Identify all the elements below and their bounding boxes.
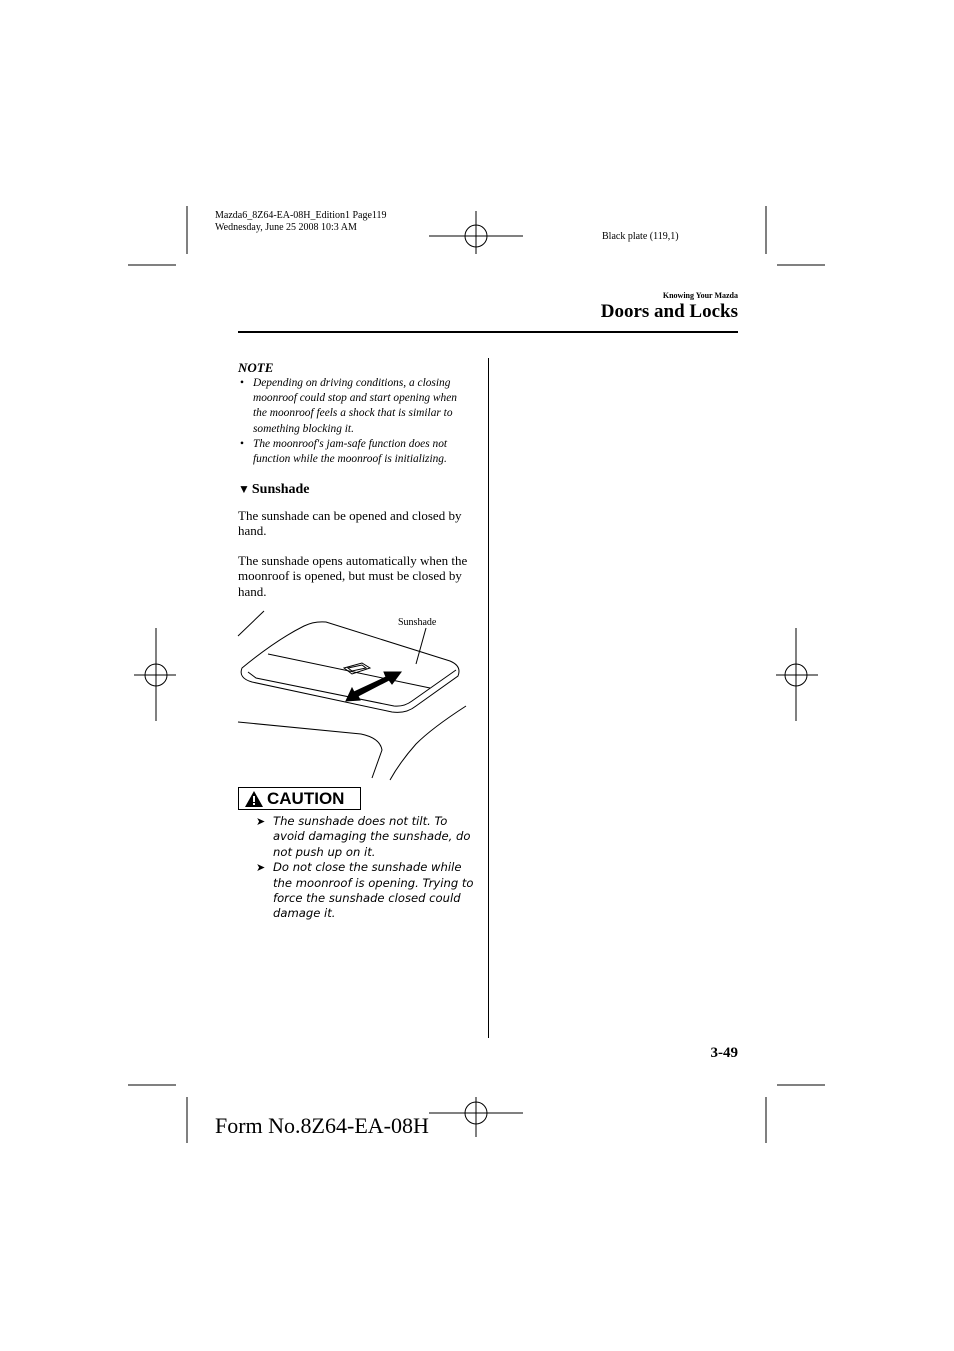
sunshade-paragraph-2: The sunshade opens automatically when the moonroof is opened, but must be closed by hand. [238,553,468,599]
form-number: Form No.8Z64-EA-08H [215,1113,429,1138]
caution-item [256,814,476,860]
header-rule [238,331,738,333]
figure-label: Sunshade [398,617,437,628]
arrow-right-icon: ➤ [256,861,266,875]
column-divider [488,358,489,1038]
printer-info-line2: Wednesday, June 25 2008 10:3 AM [215,222,357,233]
caution-item-text: Do not close the sunshade while the moonroof is opening. Trying to force the sunshade closed could damage it. [273,860,474,921]
caution-box [238,787,361,810]
note-item: • The moonroof's jam-safe function does not function while the moonroof is initializing. [238,437,470,467]
caution-item-text: The sunshade does not tilt. To avoid damaging the sunshade, do not push up on it. [273,814,471,859]
printer-info [215,210,387,234]
caution-label: CAUTION [267,788,345,808]
sunshade-paragraph-1: The sunshade can be opened and closed by hand. [238,508,462,539]
printer-info-line1: Mazda6_8Z64-EA-08H_Edition1 Page119 [215,210,387,221]
arrow-right-icon: ➤ [256,815,266,828]
note-list [238,376,470,467]
sunshade-heading [238,482,309,498]
page-number: 3-49 [710,1045,738,1061]
sunshade-heading-text: Sunshade [251,482,310,497]
warning-icon [244,790,264,808]
section-label: Knowing Your Mazda [662,291,738,300]
note-item: • Depending on driving conditions, a closing moonroof could stop and start opening when the moonroof feels a shock that is similar to something blocking it. [238,376,470,437]
page-title: Doors and Locks [600,301,738,322]
plate-info: Black plate (119,1) [602,231,679,242]
sunshade-illustration [236,606,470,782]
caution-list [256,814,476,922]
caution-item [256,860,476,922]
note-heading: NOTE [238,360,274,375]
triangle-down-icon: ▼ [238,482,250,496]
